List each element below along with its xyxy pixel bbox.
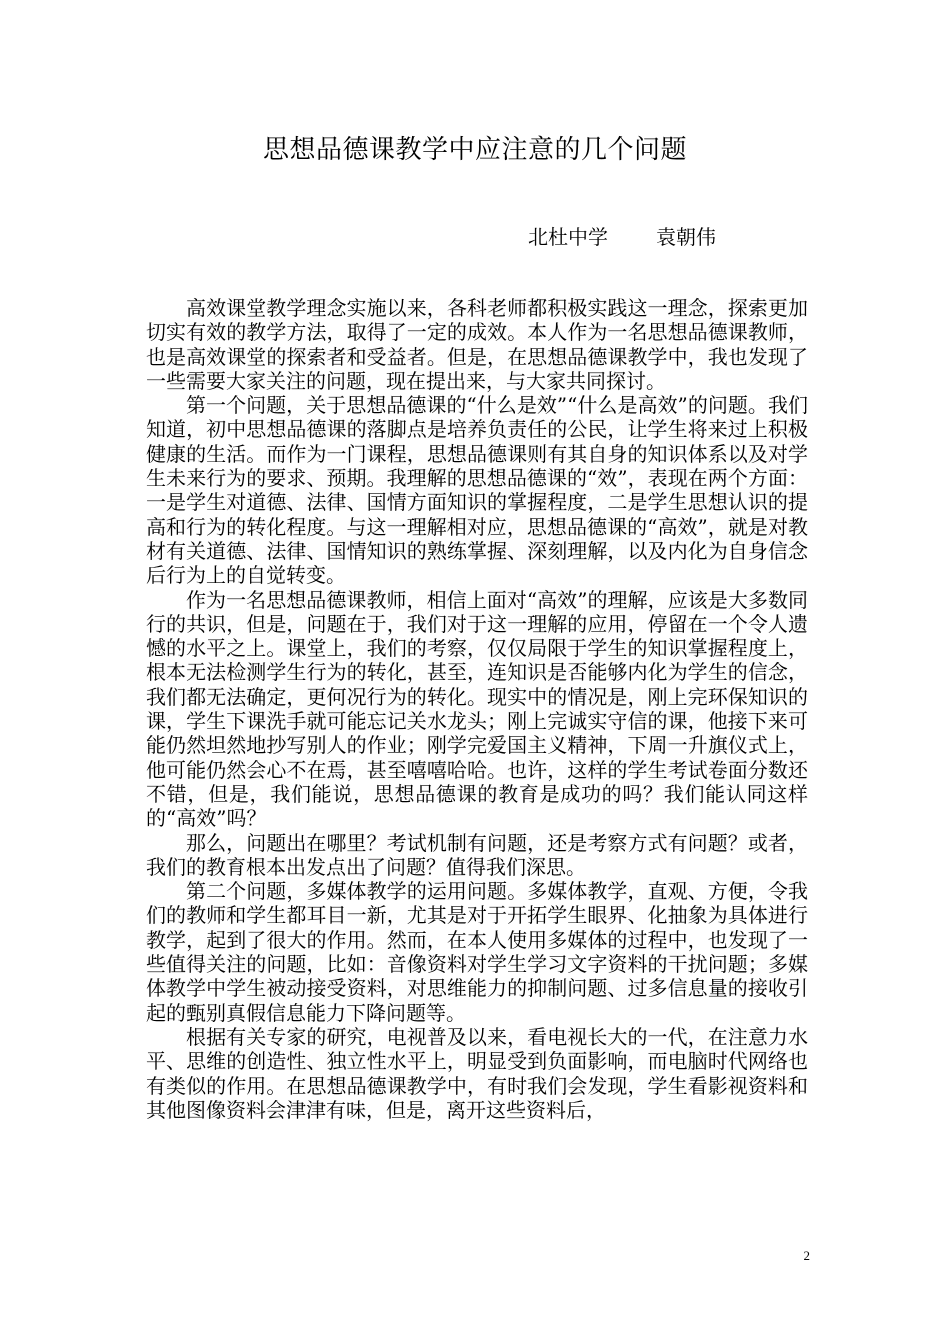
document-title: 思想品德课教学中应注意的几个问题	[262, 135, 687, 165]
paragraph: 第二个问题，多媒体教学的运用问题。多媒体教学，直观、方便，令我们的教师和学生都耳目一新，尤其是对于开拓学生眼界、化抽象为具体进行教学，起到了很大的作用。然而，在本人使用多媒体的过程中，也发现了一些值得关注的问题，比如：音像资料对学生学习文字资料的干扰问题；多媒体教学中学生被动接受资料，对思维能力的抑制问题、过多信息量的接收引起的甄别真假信息能力下降问题等。	[146, 879, 808, 1025]
paragraph: 那么，问题出在哪里？考试机制有问题，还是考察方式有问题？或者，我们的教育根本出发点出了问题？值得我们深思。	[146, 830, 808, 879]
paragraph: 作为一名思想品德课教师，相信上面对“高效”的理解，应该是大多数同行的共识，但是，问题在于，我们对于这一理解的应用，停留在一个令人遗憾的水平之上。课堂上，我们的考察，仅仅局限于学生的知识掌握程度上，根本无法检测学生行为的转化，甚至，连知识是否能够内化为学生的信念，我们都无法确定，更何况行为的转化。现实中的情况是，刚上完环保知识的课，学生下课洗手就可能忘记关水龙头；刚上完诚实守信的课，他接下来可能仍然坦然地抄写别人的作业；刚学完爱国主义精神，下周一升旗仪式上，他可能仍然会心不在焉，甚至嘻嘻哈哈。也许，这样的学生考试卷面分数还不错，但是，我们能说，思想品德课的教育是成功的吗？我们能认同这样的“高效”吗？	[146, 587, 808, 831]
paragraph: 根据有关专家的研究，电视普及以来，看电视长大的一代，在注意力水平、思维的创造性、独立性水平上，明显受到负面影响，而电脑时代网络也有类似的作用。在思想品德课教学中，有时我们会发现，学生看影视资料和其他图像资料会津津有味，但是，离开这些资料后，	[146, 1024, 808, 1122]
document-body	[146, 296, 808, 1122]
author-line	[528, 223, 716, 251]
author-name: 袁朝伟	[656, 225, 716, 249]
author-school: 北杜中学	[528, 225, 608, 249]
page-number: 2	[803, 1248, 810, 1263]
paragraph: 第一个问题，关于思想品德课的“什么是效”“什么是高效”的问题。我们知道，初中思想品德课的落脚点是培养负责任的公民，让学生将来过上积极健康的生活。而作为一门课程，思想品德课则有其自身的知识体系以及对学生未来行为的要求、预期。我理解的思想品德课的“效”，表现在两个方面：一是学生对道德、法律、国情方面知识的掌握程度，二是学生思想认识的提高和行为的转化程度。与这一理解相对应，思想品德课的“高效”，就是对教材有关道德、法律、国情知识的熟练掌握、深刻理解，以及内化为自身信念后行为上的自觉转变。	[146, 393, 808, 588]
paragraph: 高效课堂教学理念实施以来，各科老师都积极实践这一理念，探索更加切实有效的教学方法，取得了一定的成效。本人作为一名思想品德课教师，也是高效课堂的探索者和受益者。但是，在思想品德课教学中，我也发现了一些需要大家关注的问题，现在提出来，与大家共同探讨。	[146, 296, 808, 393]
